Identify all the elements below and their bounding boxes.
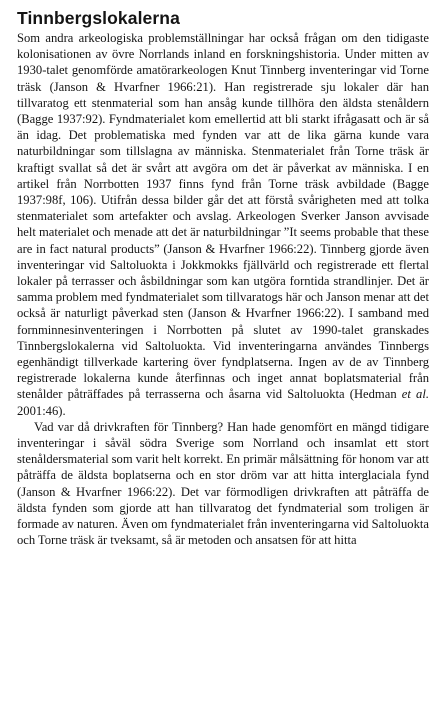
body-paragraph-2 xyxy=(17,419,429,549)
paragraph-2-text: Vad var då drivkraften för Tinnberg? Han hade genomfört en mängd tidigare inventeringar i såväl södra Sverige som Norrland och insamlat ett stort stenåldersmaterial som varit helt korrekt. En primär målsättning för honom var att påträffa de äldsta boplatserna och en stor dröm var att hitta interglaciala fynd (Janson & Hvarfner 1966:22). Det var förmodligen drivkraften att påträffa de äldsta fynden som gjorde att han tillvaratog det fyndmaterial som troligen är formade av naturen. Även om fyndmaterialet från inventeringarna vid Saltoluokta och Torne träsk är tveksamt, så är metoden och ansatsen för att hitta xyxy=(17,419,429,548)
body-paragraph-1 xyxy=(17,30,429,419)
document-page xyxy=(17,8,429,549)
paragraph-1-citation-end: 2001:46). xyxy=(17,403,66,418)
paragraph-1-text: Som andra arkeologiska problemställningar har också frågan om den tidigaste kolonisationen av övre Norrlands inland en forskningshistoria. Under mitten av 1930-talet genomförde amatörarkeologen Knut Tinnberg inventeringar vid Torne träsk (Janson & Hvarfner 1966:21). Han registrerade sju lokaler där han tillvaratog ett stenmaterial som han ansåg kunde tillhöra den äldsta stenåldern (Bagge 1937:92). Fyndmaterialet kom emellertid att bli starkt ifrågasatt och är så än idag. Det problematiska med fynden var att de lika gärna kunde vara naturbildningar som tillslagna av människa. Stenmaterialet från Torne träsk är kraftigt svallat så det är svårt att avgöra om det är påverkat av människa. I en artikel från Norrbotten 1937 finns fynd från Torne träsk avbildade (Bagge 1937:98f, 106). Utifrån dessa bilder går det att förstå svårigheten med att tolka stenmaterialet som artefakter och avslag. Arkeologen Sverker Janson avvisade helt materialet och menade att det är naturbildningar ”It seems probable that these are in fact natural products” (Janson & Hvarfner 1966:22). Tinnberg gjorde även inventeringar vid Saltoluokta i Jokkmokks fjällvärld och registrerade ett flertal lokaler på terrasser och åsbildningar som kan utgöra forntida strandlinjer. Det är samma problem med fyndmaterialet som tillvaratogs här och Janson menar att det också är naturligt påverkad sten (Janson & Hvarfner 1966:22). I samband med fornminnesinventeringen i Norrbotten på slutet av 1990-talet granskades Tinnbergslokalerna vid Saltoluokta. Vid inventeringarna användes Tinnbergs egenhändigt tillverkade kartering över fyndplatserna. Ingen av de av Tinnberg registrerade lokalerna kunde återfinnas och inget annat boplatsmaterial från stenålder påträffades på terrasserna och åsarna vid Saltoluokta (Hedman xyxy=(17,31,429,402)
citation-et-al: et al. xyxy=(401,387,429,402)
section-heading: Tinnbergslokalerna xyxy=(17,8,180,28)
